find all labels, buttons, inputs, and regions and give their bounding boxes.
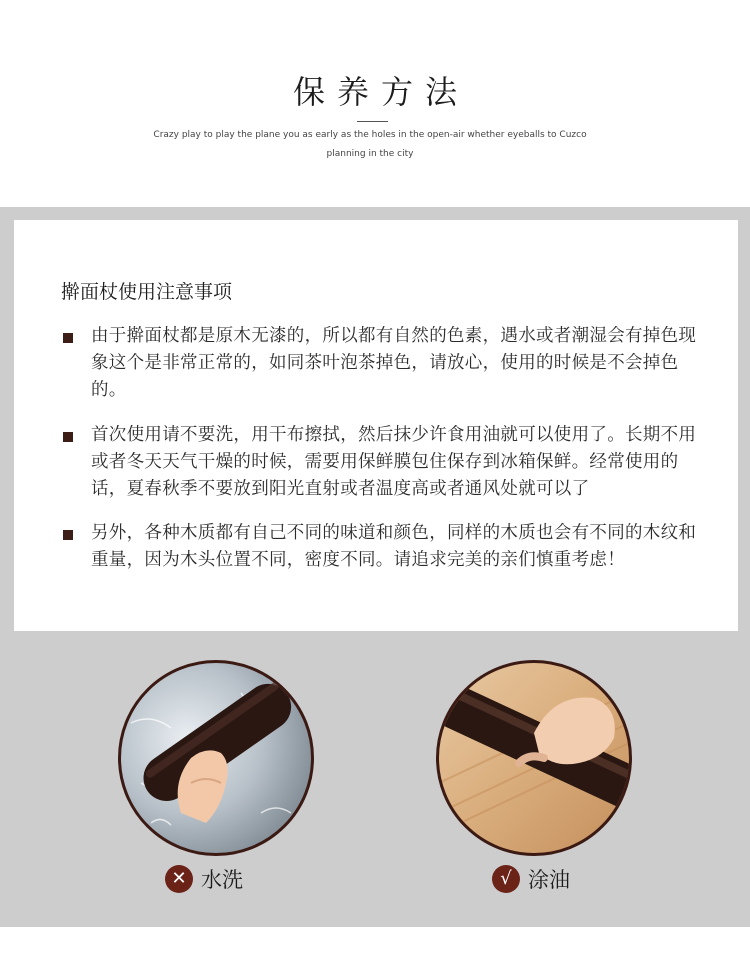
wash-label-text: 水洗 [201, 868, 243, 892]
note-text: 由于擀面杖都是原木无漆的，所以都有自然的色素，遇水或者潮湿会有掉色现象这个是非常正常的，如同茶叶泡茶掉色，请放心，使用的时候是不会掉色的。 [91, 326, 697, 400]
oil-label-text: 涂油 [528, 868, 570, 892]
note-text: 首次使用请不要洗，用干布擦拭，然后抹少许食用油就可以使用了。长期不用或者冬天天气干燥的时候，需要用保鲜膜包住保存到冰箱保鲜。经常使用的话，夏春秋季不要放到阳光直射或者温度高或者通风处就可以了 [91, 425, 697, 499]
washing-photo [118, 660, 314, 856]
header-section [0, 0, 750, 207]
square-bullet-icon [63, 432, 73, 442]
square-bullet-icon [63, 530, 73, 540]
section-subtitle: Crazy play to play the plane you as early as the holes in the open-air whether eyeballs to Cuzco planning in the city [153, 130, 587, 159]
check-icon: √ [492, 865, 520, 893]
section-title: 保养方法 [292, 73, 469, 111]
square-bullet-icon [63, 333, 73, 343]
oiling-photo [436, 660, 632, 856]
cross-icon: ✕ [165, 865, 193, 893]
note-text: 另外，各种木质都有自己不同的味道和颜色，同样的木质也会有不同的木纹和重量，因为木头位置不同，密度不同。请追求完美的亲们慎重考虑！ [91, 523, 697, 570]
wash-method-label [165, 864, 243, 894]
card-title: 擀面杖使用注意事项 [61, 281, 233, 303]
oil-method-label [492, 864, 570, 894]
title-divider [357, 121, 388, 122]
notes-card [14, 220, 738, 631]
